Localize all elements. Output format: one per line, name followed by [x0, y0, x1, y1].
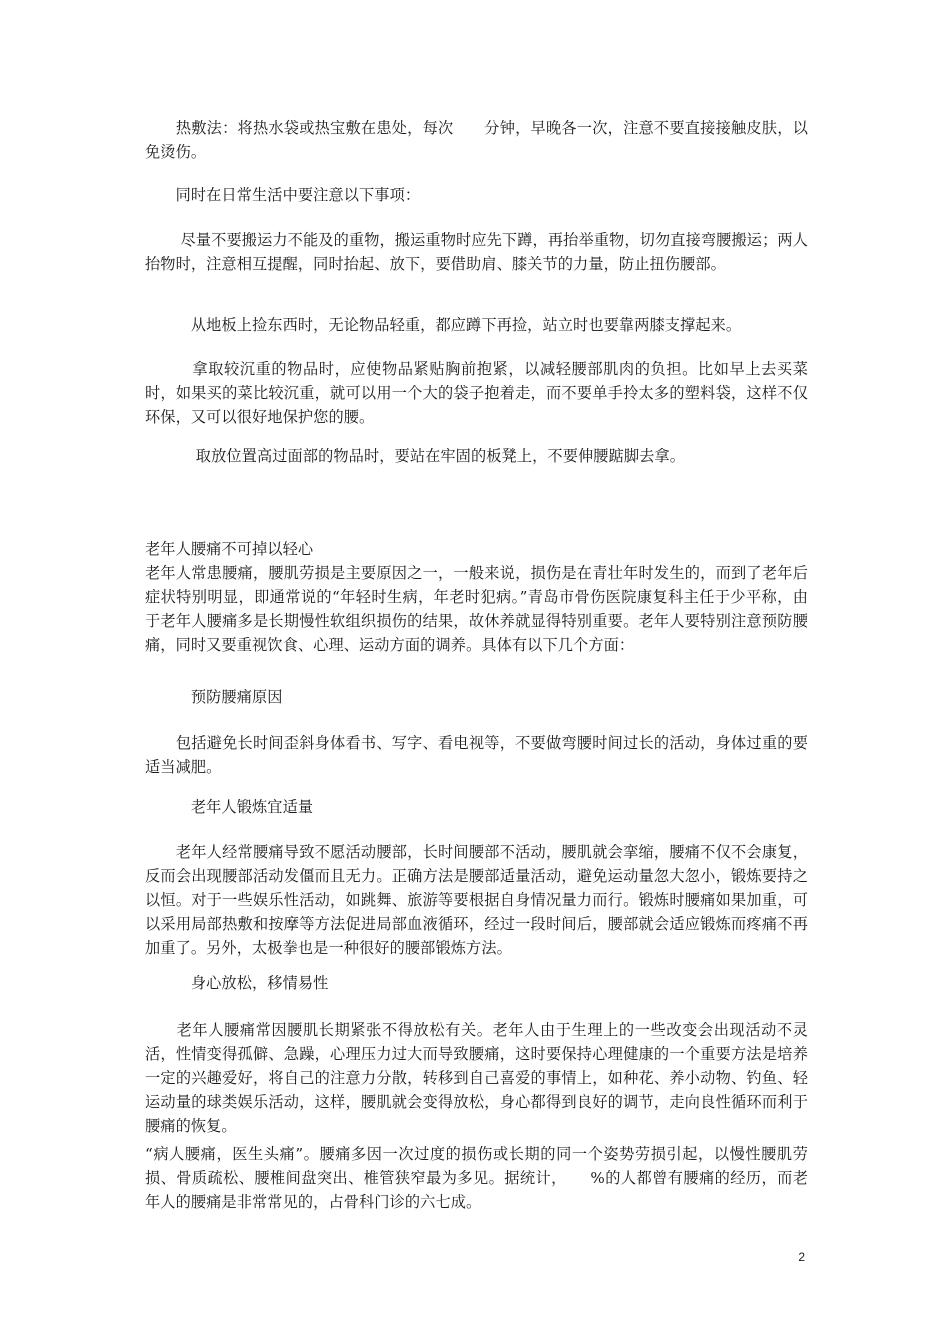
- paragraph-relaxation: 老年人腰痛常因腰肌长期紧张不得放松有关。老年人由于生理上的一些改变会出现活动不灵活，性情变得孤僻、急躁，心理压力过大而导致腰痛，这时要保持心理健康的一个重要方法是培养一定的兴趣爱好，将自己的注意力分散，转移到自己喜爱的事情上，如种花、养小动物、钓鱼、轻运动量的球类娱乐活动，这样，腰肌就会变得放松，身心都得到良好的调节，走向良性循环而利于腰痛的恢复。: [145, 1021, 808, 1135]
- paragraph-daily-notes: 同时在日常生活中要注意以下事项：: [145, 186, 421, 204]
- paragraph-prevention: 包括避免长时间歪斜身体看书、写字、看电视等，不要做弯腰时间过长的活动，身体过重的要适当减肥。: [145, 734, 808, 776]
- subheading-exercise: 老年人锻炼宜适量: [145, 798, 314, 816]
- paragraph-high-objects: 取放位置高过面部的物品时，要站在牢固的板凳上，不要伸腰踮脚去拿。: [145, 447, 685, 465]
- paragraph-carrying: 拿取较沉重的物品时，应使物品紧贴胸前抱紧，以减轻腰部肌肉的负担。比如早上去买菜时，如果买的菜比较沉重，就可以用一个大的袋子抱着走，而不要单手拎太多的塑料袋，这样不仅环保，又可以很好地保护您的腰。: [145, 360, 808, 426]
- paragraph-picking-up: 从地板上捡东西时，无论物品轻重，都应蹲下再捡，站立时也要靠两膝支撑起来。: [145, 316, 742, 334]
- section-heading-elderly-back-pain: 老年人腰痛不可掉以轻心: [145, 540, 314, 558]
- subheading-prevention: 预防腰痛原因: [145, 688, 283, 706]
- paragraph-hot-compress: 热敷法：将热水袋或热宝敷在患处，每次 分钟，早晚各一次，注意不要直接接触皮肤，以免烫伤。: [145, 119, 808, 161]
- paragraph-lifting-heavy: 尽量不要搬运力不能及的重物，搬运重物时应先下蹲，再抬举重物，切勿直接弯腰搬运；两人抬物时，注意相互提醒，同时抬起、放下，要借助肩、膝关节的力量，防止扭伤腰部。: [145, 231, 808, 273]
- paragraph-exercise: 老年人经常腰痛导致不愿活动腰部，长时间腰部不活动，腰肌就会挛缩，腰痛不仅不会康复，反而会出现腰部活动发僵而且无力。正确方法是腰部适量活动，避免运动量忽大忽小，锻炼要持之以恒。对于一些娱乐性活动，如跳舞、旅游等要根据自身情况量力而行。锻炼时腰痛如果加重，可以采用局部热敷和按摩等方法促进局部血液循环，经过一段时间后，腰部就会适应锻炼而疼痛不再加重了。另外，太极拳也是一种很好的腰部锻炼方法。: [145, 843, 808, 957]
- page-number: 2: [798, 1250, 805, 1264]
- paragraph-statistics: “病人腰痛，医生头痛”。腰痛多因一次过度的损伤或长期的同一个姿势劳损引起，以慢性腰肌劳损、骨质疏松、腰椎间盘突出、椎管狭窄最为多见。据统计， %的人都曾有腰痛的经历，而老年人的腰痛是非常常见的，占骨科门诊的六七成。: [145, 1145, 808, 1211]
- subheading-relaxation: 身心放松，移情易性: [145, 974, 329, 992]
- paragraph-intro: 老年人常患腰痛，腰肌劳损是主要原因之一，一般来说，损伤是在青壮年时发生的，而到了老年后症状特别明显，即通常说的“年轻时生病，年老时犯病。”青岛市骨伤医院康复科主任于少平称，由于老年人腰痛多是长期慢性软组织损伤的结果，故休养就显得特别重要。老年人要特别注意预防腰痛，同时又要重视饮食、心理、运动方面的调养。具体有以下几个方面：: [145, 564, 808, 654]
